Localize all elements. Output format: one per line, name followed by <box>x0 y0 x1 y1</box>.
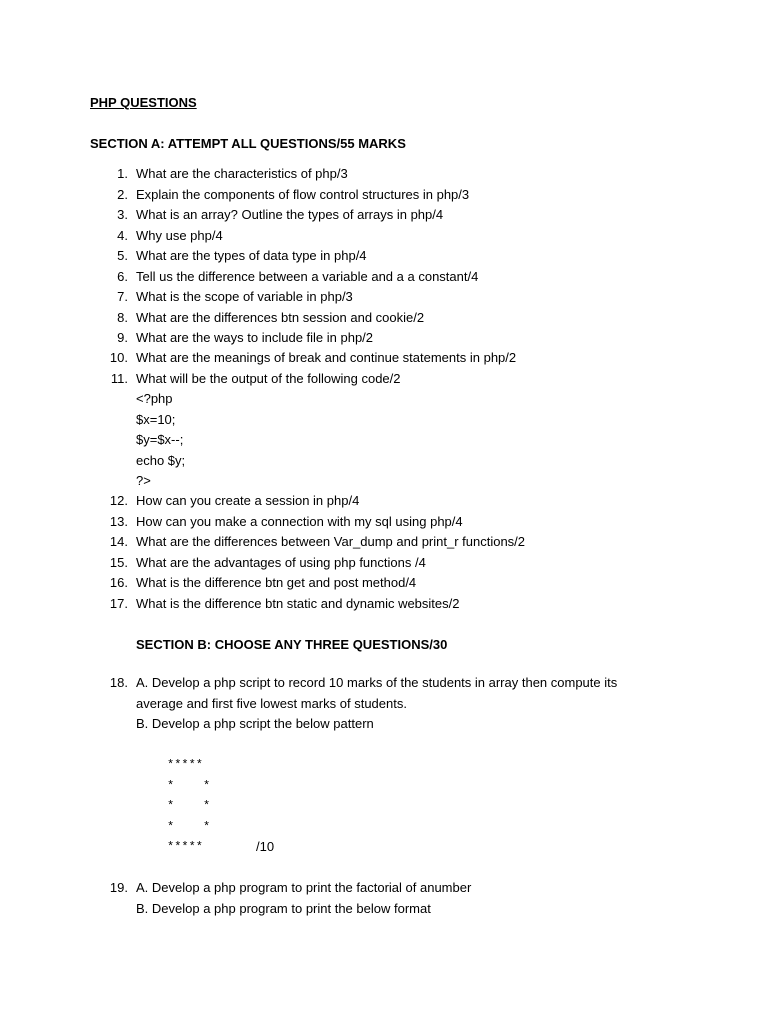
question-number: 1. <box>117 166 128 181</box>
question-text: What are the differences btn session and cookie/2 <box>136 310 425 325</box>
question-number: 10. <box>109 350 128 365</box>
question-number: 9. <box>117 330 128 345</box>
code-line: ?> <box>136 473 151 488</box>
question-text: What is the scope of variable in php/3 <box>136 289 353 304</box>
code-line: echo $y; <box>136 453 186 468</box>
question-number: 11. <box>110 371 128 386</box>
question-number: 12. <box>109 493 128 508</box>
pattern-line: * * <box>167 779 211 793</box>
question-number: 14. <box>109 534 128 549</box>
question-text: What are the meanings of break and continue statements in php/2 <box>136 350 517 365</box>
question-text: A. Develop a php script to record 10 marks of the students in array then compute its <box>136 675 618 690</box>
question-number: 3. <box>117 207 128 222</box>
question-text: What are the ways to include file in php/2 <box>136 330 374 345</box>
question-number: 5. <box>117 248 128 263</box>
document-title: PHP QUESTIONS <box>90 95 197 110</box>
question-number: 17. <box>109 596 128 611</box>
question-text: How can you make a connection with my sql using php/4 <box>136 514 463 529</box>
question-text-part-b: B. Develop a php program to print the below format <box>136 901 431 916</box>
pattern-line: * * <box>167 799 211 813</box>
question-text: How can you create a session in php/4 <box>136 493 360 508</box>
question-text: What is an array? Outline the types of arrays in php/4 <box>136 207 444 222</box>
code-line: $x=10; <box>136 412 176 427</box>
pattern-line: * * <box>167 820 211 834</box>
pattern-line: ***** <box>167 758 204 772</box>
section-a-heading: SECTION A: ATTEMPT ALL QUESTIONS/55 MARKS <box>90 136 406 151</box>
question-text-continued: average and first five lowest marks of students. <box>136 696 407 711</box>
question-number: 18. <box>109 675 128 690</box>
question-number: 19. <box>109 880 128 895</box>
question-text: What will be the output of the following code/2 <box>136 371 401 386</box>
question-number: 2. <box>117 187 128 202</box>
question-text-part-b: B. Develop a php script the below pattern <box>136 716 374 731</box>
question-number: 16. <box>109 575 128 590</box>
question-text: Why use php/4 <box>136 228 223 243</box>
question-number: 6. <box>117 269 128 284</box>
section-b-heading: SECTION B: CHOOSE ANY THREE QUESTIONS/30 <box>136 637 448 652</box>
question-text: What are the types of data type in php/4 <box>136 248 367 263</box>
code-line: $y=$x--; <box>136 432 184 447</box>
marks-label: /10 <box>256 839 275 854</box>
question-text: What are the advantages of using php functions /4 <box>136 555 426 570</box>
code-line: <?php <box>136 391 173 406</box>
pattern-line: ***** <box>167 840 204 854</box>
question-text: What is the difference btn static and dynamic websites/2 <box>136 596 460 611</box>
question-number: 7. <box>117 289 128 304</box>
question-text: Tell us the difference between a variable and a a constant/4 <box>136 269 479 284</box>
question-text: What are the characteristics of php/3 <box>136 166 348 181</box>
question-text: Explain the components of flow control structures in php/3 <box>136 187 470 202</box>
question-text: A. Develop a php program to print the factorial of anumber <box>136 880 472 895</box>
question-number: 4. <box>117 228 128 243</box>
question-text: What are the differences between Var_dump and print_r functions/2 <box>136 534 526 549</box>
question-number: 8. <box>117 310 128 325</box>
question-number: 13. <box>109 514 128 529</box>
question-number: 15. <box>109 555 128 570</box>
question-text: What is the difference btn get and post method/4 <box>136 575 417 590</box>
